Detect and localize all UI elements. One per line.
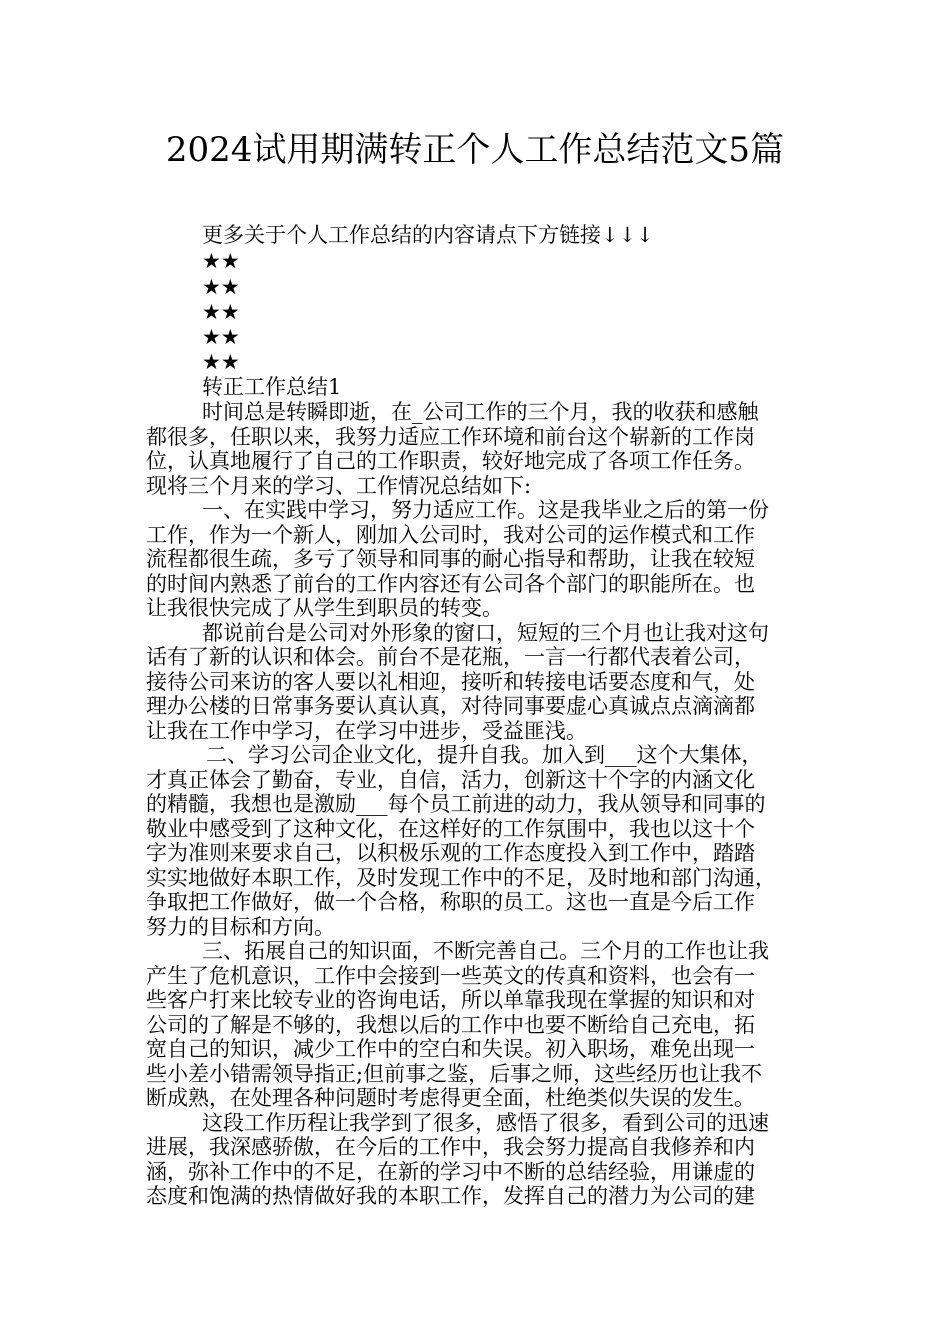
text-line: 态度和饱满的热情做好我的本职工作，发挥自己的潜力为公司的建 [146,1184,755,1208]
body-text [146,400,826,1209]
text-line: 努力的目标和方向。 [146,914,335,939]
star-link-4[interactable]: ★★ [202,325,240,349]
section-heading: 转正工作总结1 [202,375,342,399]
text-line: 让我很快完成了从学生到职员的转变。 [146,596,503,620]
links-note[interactable]: 更多关于个人工作总结的内容请点下方链接↓↓↓ [202,223,654,247]
text-line: 一、在实践中学习，努力适应工作。这是我毕业之后的第一份 [202,498,769,522]
text-line: 公司的了解是不够的，我想以后的工作中也要不断给自己充电，拓 [146,1012,755,1037]
star-link-2[interactable]: ★★ [202,275,240,299]
text-line: 都说前台是公司对外形象的窗口，短短的三个月也让我对这句 [202,620,769,645]
text-line: 的时间内熟悉了前台的工作内容还有公司各个部门的职能所在。也 [146,571,755,596]
text-line: 时间总是转瞬即逝，在_公司工作的三个月，我的收获和感触 [202,400,759,424]
text-line: 接待公司来访的客人要以礼相迎，接听和转接电话要态度和气，处 [146,669,755,694]
text-line: 让我在工作中学习，在学习中进步，受益匪浅。 [146,718,587,743]
text-line: 断成熟，在处理各种问题时考虑得更全面，杜绝类似失误的发生。 [146,1086,755,1110]
star-link-5[interactable]: ★★ [202,350,240,374]
text-line: 三、拓展自己的知识面，不断完善自己。三个月的工作也让我 [202,939,769,963]
text-line: 流程都很生疏，多亏了领导和同事的耐心指导和帮助，让我在较短 [146,547,755,571]
text-line: 涵，弥补工作中的不足，在新的学习中不断的总结经验，用谦虚的 [146,1159,755,1184]
text-line: 二、学习公司企业文化，提升自我。加入到___这个大集体， [206,743,763,767]
text-line: 争取把工作做好，做一个合格，称职的员工。这也一直是今后工作 [146,890,755,914]
text-line: 字为准则来要求自己，以积极乐观的工作态度投入到工作中，踏踏 [146,841,755,865]
text-line: 话有了新的认识和体会。前台不是花瓶，一言一行都代表着公司， [146,645,755,669]
text-line: 实实地做好本职工作，及时发现工作中的不足，及时地和部门沟通， [146,865,776,890]
text-line: 产生了危机意识，工作中会接到一些英文的传真和资料，也会有一 [146,963,755,988]
text-line: 敬业中感受到了这种文化，在这样好的工作氛围中，我也以这十个 [146,816,755,841]
text-line: 都很多，任职以来，我努力适应工作环境和前台这个崭新的工作岗 [146,424,755,449]
star-link-1[interactable]: ★★ [202,249,240,273]
document-title: 2024试用期满转正个人工作总结范文5篇 [165,130,785,170]
text-line: 宽自己的知识，减少工作中的空白和失误。初入职场，难免出现一 [146,1037,755,1061]
text-line: 位，认真地履行了自己的工作职责，较好地完成了各项工作任务。 [146,449,755,473]
text-line: 些客户打来比较专业的咨询电话，所以单靠我现在掌握的知识和对 [146,988,755,1012]
text-line: 些小差小错需领导指正;但前事之鉴，后事之师，这些经历也让我不 [146,1061,763,1086]
star-link-3[interactable]: ★★ [202,300,240,324]
text-line: 现将三个月来的学习、工作情况总结如下: [146,473,532,498]
text-line: 才真正体会了勤奋，专业，自信，活力，创新这十个字的内涵文化 [146,767,755,792]
text-line: 的精髓，我想也是激励___每个员工前进的动力，我从领导和同事的 [146,792,766,816]
text-line: 进展，我深感骄傲，在今后的工作中，我会努力提高自我修养和内 [146,1135,755,1159]
text-line: 理办公楼的日常事务要认真认真，对待同事要虚心真诚点点滴滴都 [146,694,755,718]
text-line: 这段工作历程让我学到了很多，感悟了很多，看到公司的迅速 [202,1110,769,1135]
text-line: 工作，作为一个新人，刚加入公司时，我对公司的运作模式和工作 [146,522,755,547]
